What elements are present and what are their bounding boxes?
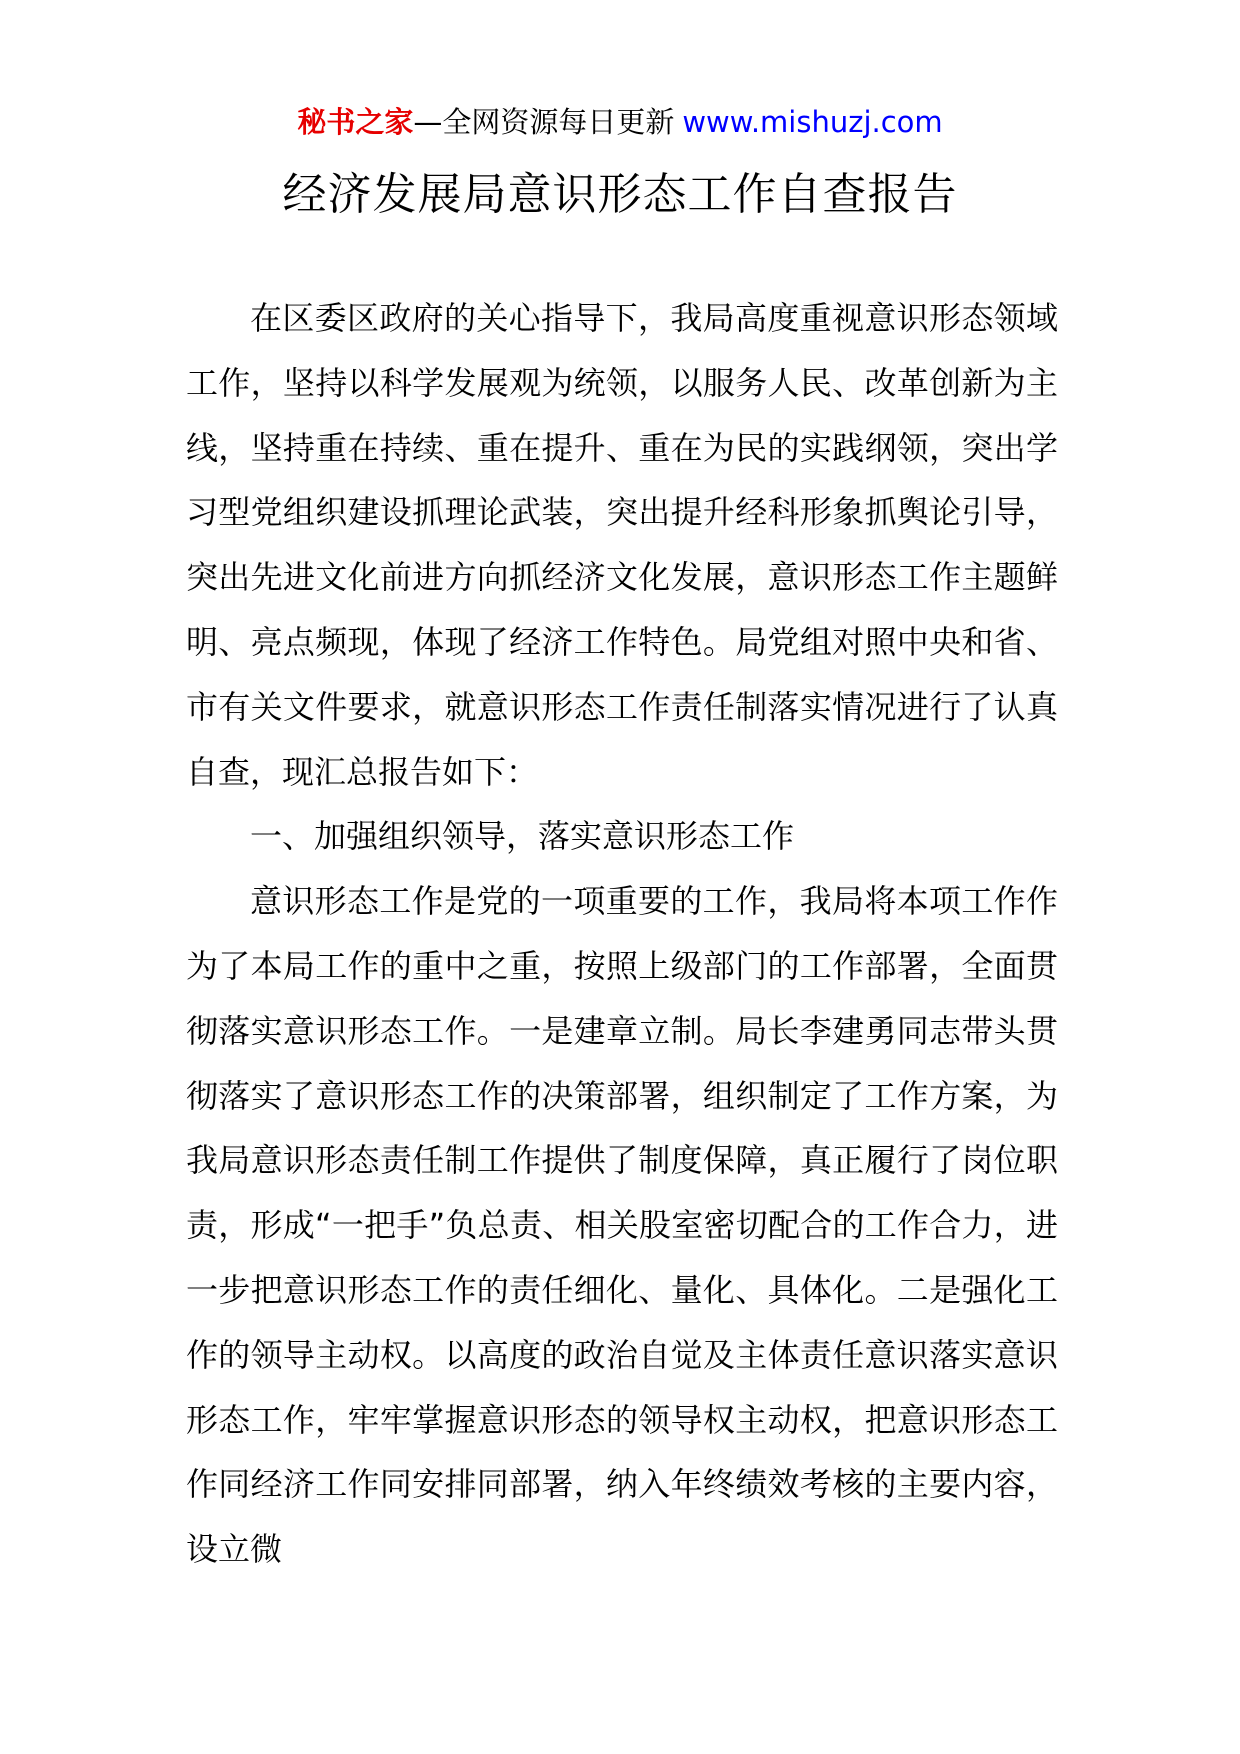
- paragraph-intro: 在区委区政府的关心指导下，我局高度重视意识形态领域工作，坚持以科学发展观为统领，以服务人民、改革创新为主线，坚持重在持续、重在提升、重在为民的实践纲领，突出学习型党组织建设抓理论武装，突出提升经科形象抓舆论引导，突出先进文化前进方向抓经济文化发展，意识形态工作主题鲜明、亮点频现，体现了经济工作特色。局党组对照中央和省、市有关文件要求，就意识形态工作责任制落实情况进行了认真自查，现汇总报告如下：: [186, 299, 1058, 791]
- site-header: [0, 102, 1240, 142]
- section-heading-1: 一、加强组织领导，落实意识形态工作: [250, 817, 795, 856]
- brand-name: 秘书之家: [297, 105, 414, 139]
- document-body: [186, 286, 1058, 1582]
- site-slogan: —全网资源每日更新: [413, 105, 675, 139]
- document-title: 经济发展局意识形态工作自查报告: [282, 169, 958, 220]
- site-url-link[interactable]: www.mishuzj.com: [682, 105, 943, 139]
- paragraph-section-1: 意识形态工作是党的一项重要的工作，我局将本项工作作为了本局工作的重中之重，按照上级部门的工作部署，全面贯彻落实意识形态工作。一是建章立制。局长李建勇同志带头贯彻落实了意识形态工作的决策部署，组织制定了工作方案，为我局意识形态责任制工作提供了制度保障，真正履行了岗位职责，形成“一把手”负总责、相关股室密切配合的工作合力，进一步把意识形态工作的责任细化、量化、具体化。二是强化工作的领导主动权。以高度的政治自觉及主体责任意识落实意识形态工作，牢牢掌握意识形态的领导权主动权，把意识形态工作同经济工作同安排同部署，纳入年终绩效考核的主要内容，设立微: [186, 882, 1058, 1569]
